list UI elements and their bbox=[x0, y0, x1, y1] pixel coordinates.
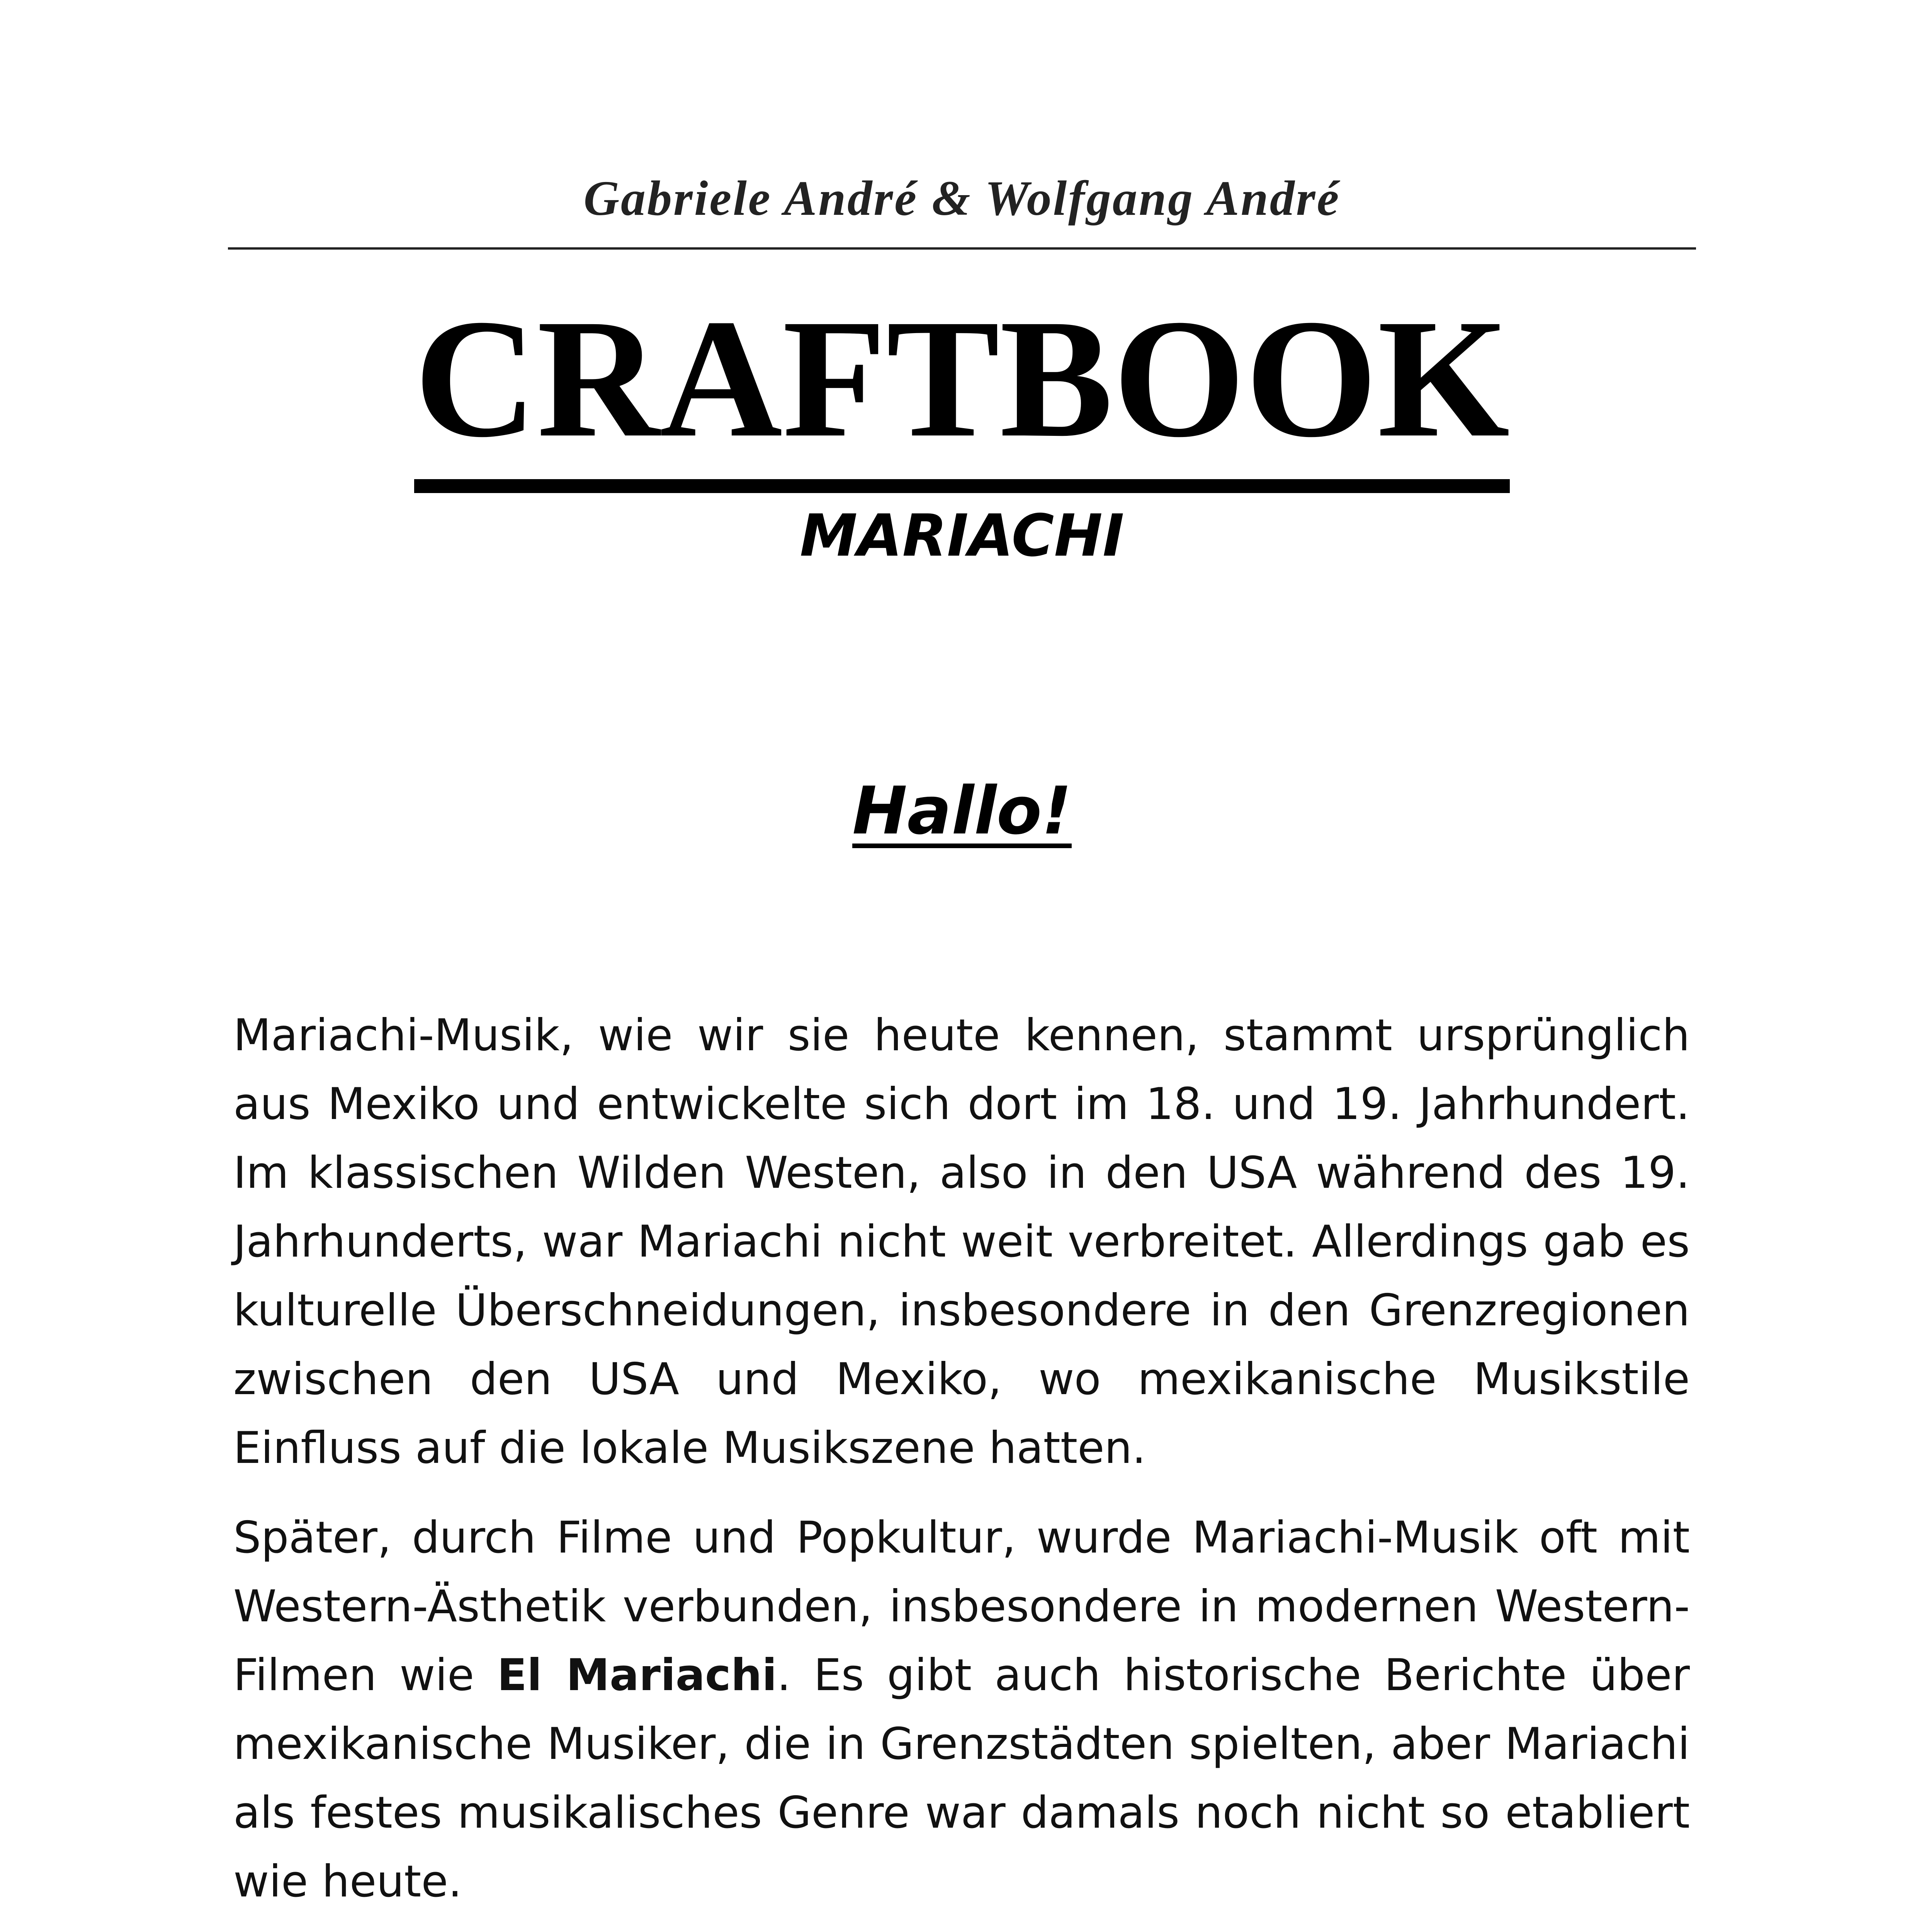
paragraph-2-text-start: Später, durch Filme und Popkultur, wurde Mariachi-Musik oft mit Western-Ästhetik verbunden, insbesondere in modernen Western-Filmen wie bbox=[233, 1512, 1690, 1701]
paragraph-2 bbox=[233, 1503, 1690, 1916]
book-title: CRAFTBOOK bbox=[414, 294, 1510, 493]
paragraph-1: Mariachi-Musik, wie wir sie heute kennen, stammt ursprünglich aus Mexiko und entwickelte sich dort im 18. und 19. Jahrhundert. Im klassischen Wilden Westen, also in den USA während des 19. Jahrhunderts, war Mariachi nicht weit verbreitet. Allerdings gab es kulturelle Überschneidungen, insbesondere in den Grenzregionen zwischen den USA und Mexiko, wo mexikanische Musikstile Einfluss auf die lokale Musikszene hatten. bbox=[233, 1010, 1690, 1473]
paragraph-2-text-end: . Es gibt auch historische Berichte über mexikanische Musiker, die in Grenzstädten spielten, aber Mariachi als festes musikalisches Genre war damals noch nicht so etabliert wie heute. bbox=[233, 1650, 1690, 1907]
authors-header: Gabriele André & Wolfgang André bbox=[583, 171, 1341, 226]
book-subtitle: MARIACHI bbox=[800, 502, 1124, 570]
title-block bbox=[228, 284, 1696, 493]
header-divider bbox=[228, 247, 1696, 250]
heading-block bbox=[228, 773, 1696, 849]
film-title-bold: El Mariachi bbox=[497, 1650, 777, 1701]
section-heading: Hallo! bbox=[852, 773, 1072, 849]
